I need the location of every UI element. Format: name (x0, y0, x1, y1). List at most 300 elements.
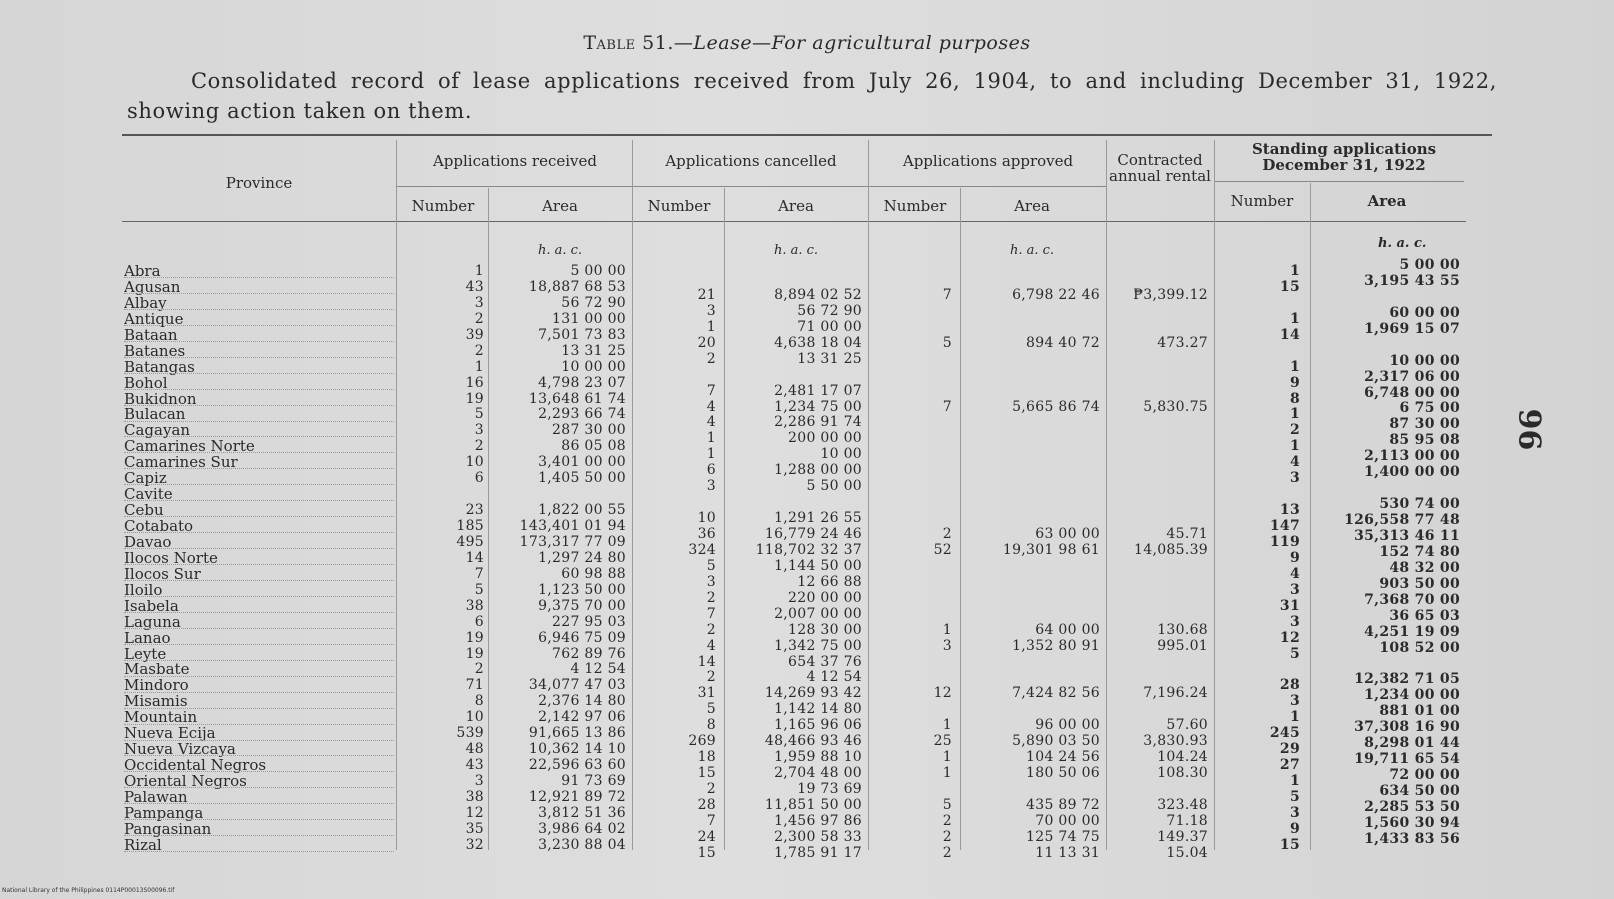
table-cell-app-a (962, 607, 1100, 623)
table-cell-rental (1108, 559, 1208, 575)
col-divider (1106, 140, 1107, 850)
table-cell-rec-a: 1,405 50 00 (538, 470, 626, 487)
table-cell-can-a: 1,288 00 00 (774, 462, 862, 479)
table-cell-rec-a: 1,123 50 00 (538, 581, 626, 598)
approved-number-column (872, 272, 952, 862)
table-cell-app-a: 125 74 75 (1026, 828, 1100, 845)
leader-dots (124, 723, 394, 725)
table-cell-app-a: 70 00 00 (1035, 812, 1100, 829)
leader-dots (124, 483, 394, 485)
table-cell-st-a: 1,433 83 56 (1364, 830, 1460, 847)
province-name: Oriental Negros (124, 774, 247, 790)
table-cell-rec-n: 38 (465, 788, 484, 805)
province-name: Capiz (124, 471, 167, 488)
table-cell-app-a: 63 00 00 (1035, 526, 1100, 542)
table-cell-st-a: 7,368 70 00 (1364, 591, 1460, 608)
table-cell-can-a: 1,456 97 86 (774, 812, 862, 829)
header-received-area: Area (542, 197, 578, 215)
table-cell-st-n: 9 (1289, 820, 1300, 837)
table-cell-can-n: 5 (706, 701, 716, 718)
table-cell-rental: ₱3,399.12 (1133, 286, 1208, 303)
table-cell-rec-n: 5 (474, 581, 484, 598)
table-cell-app-n (872, 575, 952, 591)
leader-dots (124, 531, 394, 533)
leader-dots (124, 292, 394, 294)
table-subject: —Lease—For agricultural purposes (673, 32, 1031, 54)
table-cell-st-n: 1 (1289, 773, 1300, 789)
table-cell-rental (1108, 702, 1208, 718)
table-cell-rec-n: 19 (465, 645, 484, 662)
table-cell-can-n: 324 (688, 541, 716, 558)
leader-dots (124, 707, 394, 709)
table-cell-st-a: 37,308 16 90 (1354, 719, 1460, 736)
table-cell-rec-a: 22,596 63 60 (528, 757, 626, 774)
header-standing: Standing applications December 31, 1922 (1251, 140, 1437, 174)
table-cell-rental: 45.71 (1166, 526, 1208, 542)
table-cell-can-a: 2,286 91 74 (774, 414, 862, 431)
table-cell-st-n: 29 (1279, 741, 1300, 758)
table-cell-st-n: 1 (1289, 438, 1300, 455)
table-cell-can-a (726, 272, 862, 288)
leader-dots (124, 388, 394, 390)
table-cell-rental: 71.18 (1166, 812, 1208, 829)
table-cell-app-n: 5 (942, 796, 952, 813)
table-cell-rental (1108, 320, 1208, 336)
table-cell-rental: 149.37 (1157, 828, 1208, 845)
leader-dots (124, 276, 394, 278)
table-cell-app-a: 64 00 00 (1035, 621, 1100, 638)
table-cell-can-a: 128 30 00 (788, 621, 862, 638)
leader-dots (124, 340, 394, 342)
table-cell-st-a: 126,558 77 48 (1344, 512, 1460, 528)
table-cell-rec-a: 2,376 14 80 (538, 693, 626, 710)
table-cell-app-a (962, 782, 1100, 798)
province-name: Camarines Norte (124, 439, 255, 456)
table-cell-rec-a: 60 98 88 (561, 565, 626, 582)
table-cell-st-n: 15 (1279, 836, 1300, 853)
table-cell-can-a: 71 00 00 (797, 318, 862, 335)
table-cell-app-n (872, 463, 952, 479)
province-name: Palawan (124, 789, 188, 806)
table-cell-rental (1108, 352, 1208, 368)
leader-dots (124, 308, 394, 310)
table-cell-rec-a: 13 31 25 (561, 342, 626, 359)
table-cell-app-a (962, 304, 1100, 320)
table-cell-app-n (872, 495, 952, 511)
province-name: Misamis (124, 694, 188, 711)
leader-dots (124, 802, 394, 804)
table-cell-st-a: 634 50 00 (1379, 782, 1460, 799)
leader-dots (124, 643, 394, 645)
table-cell-can-n: 21 (697, 286, 716, 303)
table-cell-rec-a: 12,921 89 72 (528, 788, 626, 805)
table-cell-rental (1108, 431, 1208, 447)
table-cell-app-n: 1 (942, 765, 952, 782)
table-cell-rec-a: 13,648 61 74 (528, 390, 626, 407)
table-cell-app-n (872, 559, 952, 575)
table-cell-rental (1108, 655, 1208, 671)
table-cell-can-n: 3 (706, 573, 716, 590)
table-cell-rec-n: 48 (465, 741, 484, 758)
table-cell-app-a: 5,890 03 50 (1012, 733, 1100, 750)
leader-dots (124, 691, 394, 693)
leader-dots (124, 818, 394, 820)
table-cell-st-a: 3,195 43 55 (1364, 272, 1460, 289)
table-cell-can-n: 14 (697, 653, 716, 670)
table-cell-can-n: 20 (697, 334, 716, 351)
table-cell-rec-n: 3 (474, 422, 484, 439)
province-name: Nueva Vizcaya (124, 742, 236, 759)
leader-dots (124, 547, 394, 549)
table-cell-rec-a: 3,986 64 02 (538, 820, 626, 837)
table-cell-st-a: 5 00 00 (1399, 257, 1460, 273)
province-name: Cavite (124, 487, 173, 504)
province-name: Cagayan (124, 423, 191, 440)
table-cell-st-n: 13 (1279, 502, 1300, 519)
table-cell-st-a: 72 00 00 (1389, 767, 1460, 783)
units-received: h. a. c. (538, 243, 583, 258)
table-cell-st-n: 4 (1289, 565, 1300, 582)
table-cell-app-n (872, 272, 952, 288)
leader-dots (124, 435, 394, 437)
table-cell-st-n: 245 (1269, 725, 1300, 742)
table-cell-st-a: 48 32 00 (1389, 559, 1460, 576)
table-cell-rec-n: 23 (465, 502, 484, 519)
table-cell-rec-n: 3 (474, 294, 484, 311)
table-cell-st-n: 1 (1289, 406, 1300, 423)
province-name: Cotabato (124, 519, 194, 535)
table-cell-app-a: 104 24 56 (1026, 749, 1100, 766)
table-cell-st-a: 1,560 30 94 (1364, 814, 1460, 831)
province-name: Rizal (124, 837, 162, 854)
table-cell-st-a: 87 30 00 (1389, 416, 1460, 433)
table-cell-can-n: 7 (706, 605, 716, 622)
leader-dots (124, 611, 394, 613)
table-cell-can-n: 7 (706, 812, 716, 829)
table-cell-st-n: 15 (1279, 278, 1300, 295)
table-cell-app-n: 3 (942, 637, 952, 654)
header-province: Province (225, 174, 293, 192)
table-cell-st-n: 5 (1289, 645, 1300, 662)
table-cell-st-n: 3 (1289, 581, 1300, 598)
table-cell-app-n: 1 (942, 749, 952, 766)
table-cell-app-a (962, 352, 1100, 368)
table-cell-st-n: 14 (1279, 326, 1300, 343)
table-cell-rental: 15.04 (1166, 844, 1208, 861)
table-cell-rec-n: 8 (474, 693, 484, 710)
table-cell-can-n: 2 (706, 621, 716, 638)
table-cell-st-n: 12 (1279, 629, 1300, 646)
table-cell-can-a: 118,702 32 37 (755, 541, 862, 558)
table-cell-can-n: 3 (706, 478, 716, 495)
table-cell-can-n: 269 (688, 733, 716, 750)
leader-dots (124, 451, 394, 453)
table-cell-app-n: 7 (942, 286, 952, 303)
table-cell-can-a: 654 37 76 (788, 653, 862, 670)
table-cell-app-n: 5 (942, 334, 952, 351)
col-divider (724, 188, 725, 850)
table-cell-rental: 108.30 (1157, 765, 1208, 782)
table-cell-st-a: 1,234 00 00 (1364, 687, 1460, 704)
cancelled-area-column (726, 272, 862, 862)
table-cell-st-n: 1 (1289, 709, 1300, 726)
table-cell-st-n: 3 (1289, 613, 1300, 630)
table-cell-app-n (872, 368, 952, 384)
table-cell-st-n: 1 (1289, 358, 1300, 375)
table-cell-rec-n: 12 (465, 804, 484, 821)
table-cell-app-n: 1 (942, 717, 952, 734)
table-cell-app-a (962, 479, 1100, 495)
table-cell-can-a: 5 50 00 (806, 478, 862, 495)
leader-dots (124, 324, 394, 326)
table-cell-st-n: 3 (1289, 804, 1300, 821)
table-cell-st-a: 6,748 00 00 (1364, 384, 1460, 401)
table-cell-rec-n: 19 (465, 390, 484, 407)
table-cell-rental: 7,196.24 (1143, 685, 1208, 702)
province-name: Bohol (124, 375, 168, 392)
table-cell-app-n (872, 352, 952, 368)
header-cancelled: Applications cancelled (665, 152, 837, 170)
table-cell-app-a (962, 495, 1100, 511)
table-cell-st-a: 35,313 46 11 (1354, 527, 1460, 544)
table-cell-app-n (872, 304, 952, 320)
received-area-column (490, 264, 626, 854)
table-cell-rec-n: 1 (474, 358, 484, 375)
table-cell-rec-n: 6 (474, 470, 484, 487)
table-cell-app-a: 11 13 31 (1035, 844, 1100, 861)
province-name: Occidental Negros (124, 758, 267, 774)
table-cell-can-a (726, 495, 862, 511)
table-cell-rental (1108, 670, 1208, 686)
table-cell-app-n (872, 320, 952, 336)
table-cell-can-a: 1,142 14 80 (774, 701, 862, 718)
table-cell-rental (1108, 463, 1208, 479)
table-cell-rental: 14,085.39 (1134, 541, 1208, 558)
table-cell-rec-a: 7,501 73 83 (538, 326, 626, 343)
table-cell-app-a (962, 447, 1100, 463)
table-cell-st-a: 2,285 53 50 (1364, 798, 1460, 815)
table-cell-rec-a (490, 487, 626, 503)
table-number: Table 51. (583, 32, 674, 54)
table-cell-can-a: 4,638 18 04 (774, 334, 862, 351)
table-cell-rental (1108, 495, 1208, 511)
table-cell-can-n (636, 495, 716, 511)
table-cell-can-a: 2,704 48 00 (774, 765, 862, 782)
table-cell-rec-n: 38 (465, 597, 484, 614)
leader-dots (124, 467, 394, 469)
table-cell-can-n: 2 (706, 350, 716, 367)
table-cell-st-n: 28 (1279, 677, 1300, 694)
table-cell-rec-a: 3,401 00 00 (538, 454, 626, 471)
province-name: Bukidnon (124, 391, 197, 408)
leader-dots (124, 515, 394, 517)
table-cell-st-n (1216, 487, 1300, 503)
table-cell-st-a (1312, 481, 1460, 497)
table-cell-st-a (1312, 290, 1460, 306)
leader-dots (124, 595, 394, 597)
table-cell-app-n: 2 (942, 844, 952, 861)
table-cell-app-a (962, 320, 1100, 336)
table-cell-can-a: 1,959 88 10 (774, 749, 862, 766)
table-cell-rental (1108, 511, 1208, 527)
leader-dots (124, 579, 394, 581)
table-cell-st-n: 1 (1289, 310, 1300, 327)
scan-footer: National Library of the Philippines 0114P00013S00096.tif (2, 887, 175, 894)
province-name: Iloilo (124, 582, 163, 599)
table-cell-app-n (872, 384, 952, 400)
table-cell-st-a (1312, 338, 1460, 354)
leader-dots (124, 627, 394, 629)
table-cell-can-a: 12 66 88 (797, 573, 862, 590)
province-name: Davao (124, 534, 172, 551)
table-cell-rec-a: 287 30 00 (552, 422, 626, 439)
table-cell-app-n (872, 702, 952, 718)
province-name: Laguna (124, 614, 181, 631)
table-cell-st-n (1216, 662, 1300, 678)
table-cell-rental: 57.60 (1166, 717, 1208, 734)
header-approved: Applications approved (902, 152, 1074, 170)
units-standing: h. a. c. (1378, 236, 1427, 251)
table-cell-can-n: 1 (706, 430, 716, 447)
table-cell-can-a: 14,269 93 42 (764, 685, 862, 702)
leader-dots (124, 404, 394, 406)
table-cell-can-n: 28 (697, 796, 716, 813)
table-cell-app-a (962, 272, 1100, 288)
table-cell-can-n (636, 272, 716, 288)
table-cell-can-n: 3 (706, 302, 716, 319)
table-cell-app-n (872, 415, 952, 431)
table-cell-st-a: 19,711 65 54 (1354, 751, 1460, 768)
table-cell-st-a: 152 74 80 (1379, 543, 1460, 560)
table-cell-rec-a: 6,946 75 09 (538, 629, 626, 646)
table-cell-rental: 3,830.93 (1143, 733, 1208, 750)
table-cell-can-n: 15 (697, 844, 716, 861)
table-cell-can-n: 5 (706, 557, 716, 574)
table-cell-rec-n: 10 (465, 709, 484, 726)
table-cell-rental (1108, 304, 1208, 320)
table-cell-app-a: 180 50 06 (1026, 765, 1100, 782)
table-cell-app-n (872, 670, 952, 686)
table-cell-rec-a: 1,297 24 80 (538, 549, 626, 566)
table-cell-st-a: 60 00 00 (1389, 304, 1460, 321)
table-cell-rec-n: 39 (465, 326, 484, 343)
table-cell-app-a (962, 511, 1100, 527)
leader-dots (124, 356, 394, 358)
province-name: Masbate (124, 662, 190, 679)
table-cell-can-a: 10 00 (820, 446, 862, 463)
table-cell-rental: 323.48 (1157, 796, 1208, 813)
header-standing-number: Number (1230, 192, 1294, 210)
province-name: Pangasinan (124, 821, 212, 838)
col-divider (488, 188, 489, 850)
table-cell-rec-a: 227 95 03 (552, 613, 626, 630)
table-cell-rec-n: 3 (474, 773, 484, 789)
table-cell-st-a: 1,969 15 07 (1364, 320, 1460, 337)
table-cell-rec-a: 4 12 54 (570, 661, 626, 678)
col-divider (960, 188, 961, 850)
table-cell-app-n (872, 431, 952, 447)
units-approved: h. a. c. (1010, 243, 1055, 258)
province-name: Isabela (124, 598, 179, 615)
table-cell-app-n (872, 607, 952, 623)
table-cell-app-a: 19,301 98 61 (1002, 541, 1100, 558)
header-received: Applications received (432, 152, 598, 170)
table-cell-rental (1108, 384, 1208, 400)
table-cell-rec-n: 5 (474, 406, 484, 423)
page-number: 96 (1511, 408, 1547, 451)
table-cell-rec-a: 143,401 01 94 (519, 518, 626, 534)
table-cell-rec-a: 5 00 00 (570, 263, 626, 279)
table-cell-rec-a: 34,077 47 03 (528, 677, 626, 694)
table-cell-st-n (1216, 296, 1300, 312)
table-cell-rec-n: 185 (456, 518, 484, 534)
table-cell-can-n: 4 (706, 414, 716, 431)
table-cell-st-n: 119 (1269, 533, 1300, 550)
table-cell-rec-n: 2 (474, 438, 484, 455)
province-name: Leyte (124, 646, 167, 663)
header-contracted: Contracted annual rental (1109, 151, 1211, 185)
table-cell-app-n: 52 (933, 541, 952, 558)
table-cell-app-a: 894 40 72 (1026, 334, 1100, 351)
province-name: Abra (124, 264, 161, 280)
table-cell-st-n: 9 (1289, 549, 1300, 566)
table-cell-can-n: 31 (697, 685, 716, 702)
table-cell-st-n: 4 (1289, 454, 1300, 471)
table-cell-app-n: 12 (933, 685, 952, 702)
province-name: Agusan (124, 279, 181, 296)
table-cell-rec-n: 1 (474, 263, 484, 279)
table-cell-can-n: 7 (706, 382, 716, 399)
table-cell-can-n: 15 (697, 765, 716, 782)
header-cancelled-number: Number (647, 197, 711, 215)
province-name: Pampanga (124, 805, 204, 822)
table-cell-app-n (872, 591, 952, 607)
received-number-column (400, 264, 484, 854)
table-cell-app-a (962, 559, 1100, 575)
table-cell-rec-n: 14 (465, 549, 484, 566)
table-cell-st-a: 12,382 71 05 (1354, 671, 1460, 688)
table-cell-st-a: 10 00 00 (1389, 352, 1460, 369)
province-name: Lanao (124, 630, 171, 647)
col-divider (632, 140, 633, 850)
table-cell-st-n: 147 (1269, 518, 1300, 534)
table-cell-can-a: 1,291 26 55 (774, 510, 862, 527)
table-cell-st-a (1312, 656, 1460, 672)
province-name: Albay (124, 295, 167, 312)
table-cell-st-a: 2,113 00 00 (1364, 448, 1460, 465)
table-cell-app-n: 2 (942, 812, 952, 829)
table-cell-rental: 5,830.75 (1143, 398, 1208, 415)
table-cell-app-a (962, 463, 1100, 479)
leader-dots (124, 850, 394, 852)
table-cell-st-n: 3 (1289, 470, 1300, 487)
table-cell-rental (1108, 272, 1208, 288)
table-cell-rental: 473.27 (1157, 334, 1208, 351)
table-cell-can-n (636, 368, 716, 384)
table-cell-st-n: 3 (1289, 693, 1300, 710)
table-cell-rec-a: 4,798 23 07 (538, 374, 626, 391)
table-cell-rec-n: 43 (465, 278, 484, 295)
table-cell-can-a: 2,300 58 33 (774, 828, 862, 845)
province-name: Antique (124, 311, 184, 328)
leader-dots (124, 372, 394, 374)
table-cell-can-n: 8 (706, 717, 716, 734)
table-cell-st-n: 8 (1289, 390, 1300, 407)
province-name: Batangas (124, 359, 195, 376)
table-cell-can-n: 18 (697, 749, 716, 766)
standing-area-column (1312, 258, 1460, 848)
table-cell-rental: 995.01 (1157, 637, 1208, 654)
